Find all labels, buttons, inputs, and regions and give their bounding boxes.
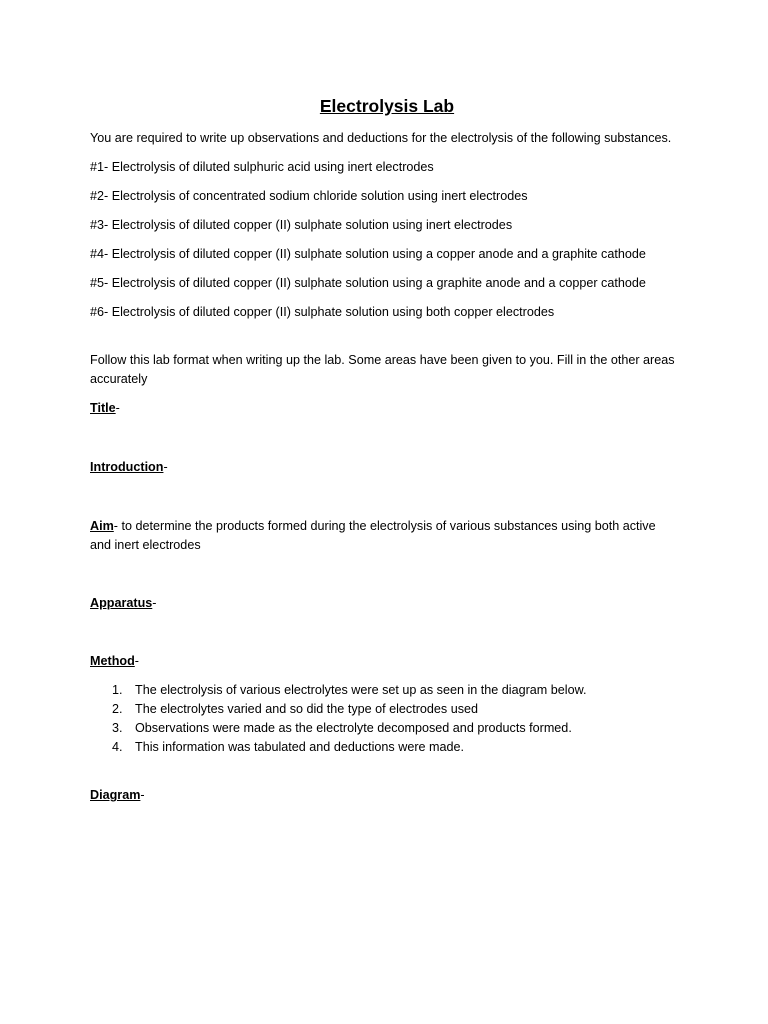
intro-paragraph: You are required to write up observations and deductions for the electrolysis of the following substances.	[90, 131, 672, 145]
section-apparatus-heading: Apparatus	[90, 596, 153, 610]
blank-space	[90, 428, 680, 458]
task-item-3: #3- Electrolysis of diluted copper (II) sulphate solution using inert electrodes	[90, 218, 513, 232]
method-step-text: Observations were made as the electrolyte decomposed and products formed.	[135, 721, 572, 735]
document-content	[90, 95, 680, 815]
section-diagram	[90, 786, 680, 805]
task-item-2: #2- Electrolysis of concentrated sodium chloride solution using inert electrodes	[90, 189, 528, 203]
section-introduction	[90, 458, 680, 477]
section-title-heading: Title	[90, 401, 116, 415]
blank-space	[90, 623, 680, 652]
section-method	[90, 652, 680, 671]
format-instructions: Follow this lab format when writing up the lab. Some areas have been given to you. Fill in the other areas accurately	[90, 353, 675, 386]
method-step-number: 4.	[112, 740, 123, 754]
blank-space	[90, 487, 680, 517]
method-step-text: The electrolysis of various electrolytes were set up as seen in the diagram below.	[135, 683, 587, 697]
section-title-suffix: -	[115, 401, 120, 415]
method-step-number: 2.	[112, 702, 123, 716]
method-step-text: The electrolytes varied and so did the type of electrodes used	[135, 702, 479, 716]
method-steps-list	[90, 681, 680, 757]
section-title	[90, 399, 680, 418]
section-aim-text: - to determine the products formed during the electrolysis of various substances using both active and inert electrodes	[90, 519, 656, 552]
section-aim	[90, 517, 680, 555]
method-step-number: 1.	[112, 683, 123, 697]
method-step	[112, 719, 680, 738]
blank-space	[90, 565, 680, 594]
method-step-number: 3.	[112, 721, 123, 735]
method-step-text: This information was tabulated and deductions were made.	[135, 740, 465, 754]
method-step	[112, 738, 680, 757]
task-item-1: #1- Electrolysis of diluted sulphuric acid using inert electrodes	[90, 160, 434, 174]
section-method-suffix: -	[134, 654, 139, 668]
section-apparatus	[90, 594, 680, 613]
section-diagram-suffix: -	[140, 788, 145, 802]
section-introduction-suffix: -	[163, 460, 168, 474]
method-step	[112, 681, 680, 700]
method-step	[112, 700, 680, 719]
task-item-6: #6- Electrolysis of diluted copper (II) sulphate solution using both copper electrodes	[90, 305, 555, 319]
document-title: Electrolysis Lab	[319, 96, 455, 116]
section-apparatus-suffix: -	[152, 596, 157, 610]
task-item-4: #4- Electrolysis of diluted copper (II) sulphate solution using a copper anode and a graphite cathode	[90, 247, 646, 261]
section-introduction-heading: Introduction	[90, 460, 164, 474]
blank-space	[90, 757, 680, 786]
section-aim-heading: Aim	[90, 519, 114, 533]
section-method-heading: Method	[90, 654, 135, 668]
section-diagram-heading: Diagram	[90, 788, 141, 802]
task-item-5: #5- Electrolysis of diluted copper (II) sulphate solution using a graphite anode and a copper cathode	[90, 276, 646, 290]
